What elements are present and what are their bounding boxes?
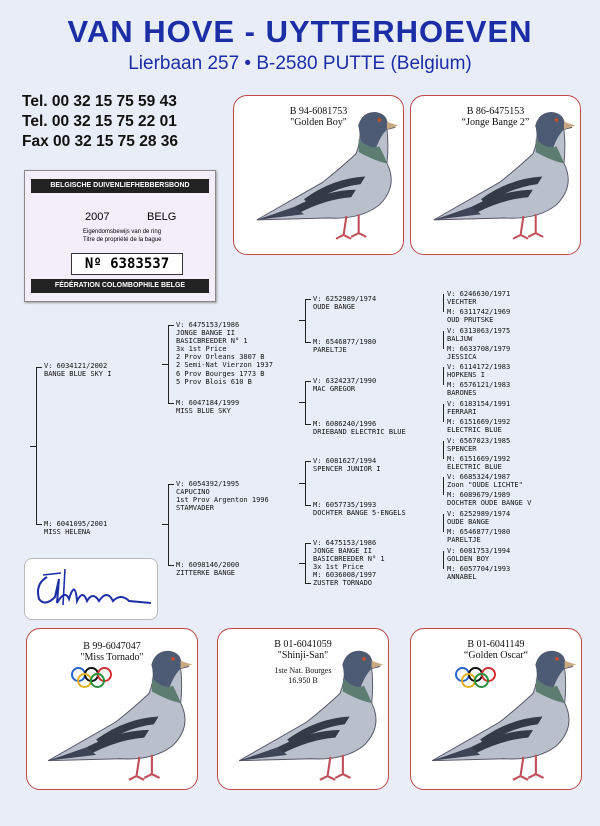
photo-golden-oscar [410, 628, 582, 790]
pedigree-g3-1: V: 6252989/1974 OUDE BANGE [313, 295, 377, 312]
ring-certificate [24, 170, 216, 302]
pedigree-g4-3: V: 6313063/1975 BALJUW [447, 327, 511, 344]
photo-shinji-san [217, 628, 389, 790]
pedigree-g4-10: M: 6151669/1992 ELECTRIC BLUE [447, 455, 511, 472]
pedigree-g4-14: M: 6546877/1980 PARELTJE [447, 528, 511, 545]
pedigree-dam-dam: M: 6098146/2000 ZITTERKE BANGE [176, 561, 240, 578]
photo-4-note-2: 16.950 B [288, 676, 318, 685]
page-title: VAN HOVE - UYTTERHOEVEN [67, 14, 533, 49]
cert-number: Nº 6383537 [71, 253, 183, 275]
pedigree-g3-6: M: 6057735/1993 DOCHTER BANGE 5-ENGELS [313, 501, 406, 518]
cert-text-fr: Titre de propriété de la bague [83, 237, 162, 243]
pedigree-g4-1: V: 6246630/1971 VECHTER [447, 290, 511, 307]
pedigree-g4-12: M: 6089679/1989 DOCHTER OUDE BANGE V [447, 491, 532, 508]
photo-4-note-1: 1ste Nat. Bourges [274, 666, 332, 675]
photo-2-ring: B 86-6475153 [466, 106, 525, 117]
phone-1: Tel. 00 32 15 75 59 43 [22, 93, 177, 110]
pedigree-g4-11: V: 6685324/1987 Zoon "OUDE LICHTE" [447, 473, 523, 490]
pedigree-g4-7: V: 6183154/1991 FERRARI [447, 400, 511, 417]
pigeon-image [413, 643, 581, 790]
pedigree-g3-2: M: 6546877/1980 PARELTJE [313, 338, 377, 355]
fax: Fax 00 32 15 75 28 36 [22, 133, 178, 150]
photo-golden-boy [233, 95, 404, 255]
photo-2-name: “Jonge Bange 2” [461, 117, 530, 128]
photo-4-ring: B 01-6041059 [274, 639, 332, 650]
pedigree-g4-8: M: 6151669/1992 ELECTRIC BLUE [447, 418, 511, 435]
pedigree-g4-2: M: 6311742/1969 OUD PRUTSKE [447, 308, 511, 325]
pigeon-image [29, 643, 197, 790]
pedigree-g3-7: V: 6475153/1986 JONGE BANGE II BASICBREEDER N° 1 3x 1st Price M: 6036008/1997 ZUSTER TORNADO [313, 539, 385, 588]
address: Lierbaan 257 • B-2580 PUTTE (Belgium) [128, 53, 472, 74]
pedigree-g3-4: M: 6086240/1996 DRIEBAND ELECTRIC BLUE [313, 420, 406, 437]
cert-org-nl: BELGISCHE DUIVENLIEFHEBBERSBOND [31, 179, 209, 193]
pedigree-g3-5: V: 6081627/1994 SPENCER JUNIOR I [313, 457, 381, 474]
photo-3-name: "Miss Tornado" [80, 652, 144, 663]
pedigree-g4-16: M: 6057704/1993 ANNABEL [447, 565, 511, 582]
signature [24, 558, 158, 620]
cert-org-fr: FÉDÉRATION COLOMBOPHILE BELGE [31, 279, 209, 293]
photo-5-name: “Golden Oscar“ [463, 650, 529, 661]
cert-year: 2007 [85, 211, 110, 223]
pedigree-sire-dam: M: 6047184/1999 MISS BLUE SKY [176, 399, 240, 416]
cert-text-nl: Eigendomsbewijs van de ring [83, 229, 162, 235]
pedigree-g3-3: V: 6324237/1990 MAC GREGOR [313, 377, 377, 394]
photo-5-ring: B 01-6041149 [467, 639, 525, 650]
pedigree-g4-15: V: 6081753/1994 GOLDEN BOY [447, 547, 511, 564]
photo-jonge-bange-2 [410, 95, 581, 255]
pigeon-image [415, 102, 580, 252]
cert-country: BELG [147, 211, 177, 223]
pedigree-dam: M: 6041095/2001 MISS HELENA [44, 520, 108, 537]
pedigree-g4-6: M: 6576121/1983 BARONES [447, 381, 511, 398]
photo-3-ring: B 99-6047047 [83, 641, 141, 652]
photo-miss-tornado [26, 628, 198, 790]
pedigree-dam-sire: V: 6054392/1995 CAPUCINO 1st Prov Argenton 1996 STAMVADER [176, 480, 269, 513]
pedigree-sire-sire: V: 6475153/1986 JONGE BANGE II BASICBREEDER N° 1 3x 1st Price 2 Prov Orleans 3807 B 2 Semi-Nat Vierzon 1937 6 Prov Bourges 1773 B 5 Prov Blois 610 B [176, 321, 273, 386]
pedigree-g4-9: V: 6567023/1985 SPENCER [447, 437, 511, 454]
photo-4-name: "Shinji-San" [277, 650, 329, 661]
pedigree-sire: V: 6034121/2002 BANGE BLUE SKY I [44, 362, 112, 379]
pigeon-image [220, 643, 388, 790]
pedigree-g4-4: M: 6633708/1979 JESSICA [447, 345, 511, 362]
pedigree-g4-13: V: 6252989/1974 OUDE BANGE [447, 510, 511, 527]
pedigree-g4-5: V: 6114172/1983 HOPKENS I [447, 363, 511, 380]
pigeon-image [238, 102, 403, 252]
phone-2: Tel. 00 32 15 75 22 01 [22, 113, 177, 130]
photo-1-ring: B 94-6081753 [289, 106, 348, 117]
photo-1-name: "Golden Boy" [290, 117, 347, 128]
